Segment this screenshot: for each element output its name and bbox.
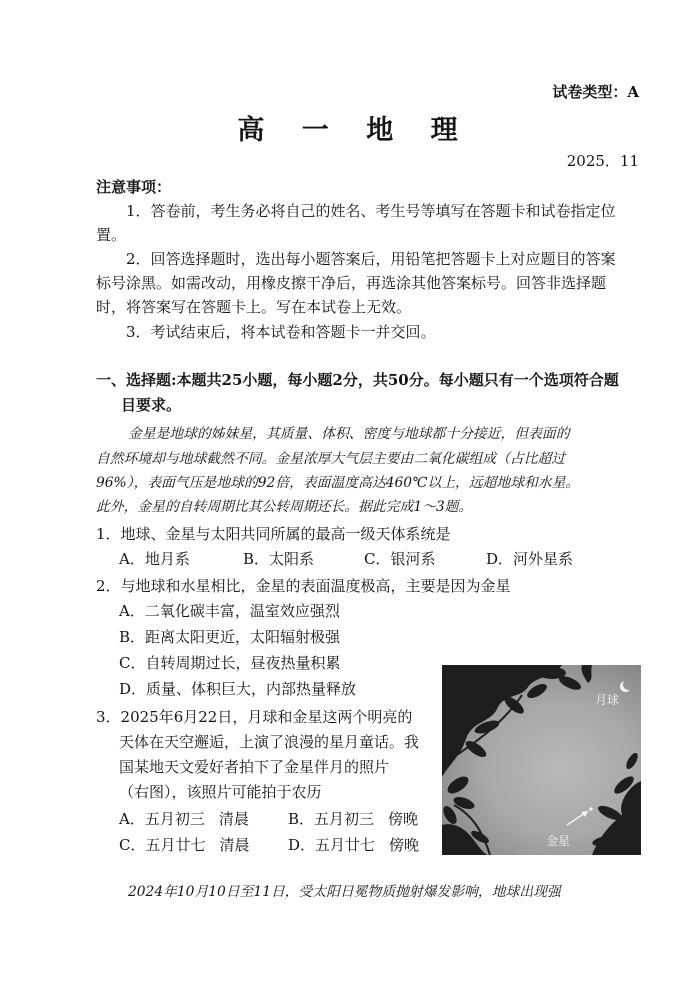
passage-line: 96%），表面气压是地球的92倍，表面温度高达460℃以上，远超地球和水星。 — [96, 475, 580, 491]
q1-option-a: A．地月系 — [119, 550, 190, 568]
exam-date: 2025．11 — [566, 152, 639, 170]
passage-2-line: 2024年10月10日至11日，受太阳日冕物质抛射爆发影响，地球出现强 — [128, 884, 561, 900]
passage-line: 金星是地球的姊妹星，其质量、体积、密度与地球都十分接近，但表面的 — [128, 426, 570, 442]
venus-label: 金星 — [546, 834, 571, 848]
question-1-stem: 1．地球、金星与太阳共同所属的最高一级天体系统是 — [96, 525, 451, 543]
notes-line: 1．答卷前，考生务必将自己的姓名、考生号等填写在答题卡和试卷指定位 — [126, 202, 616, 220]
crescent-moon-icon — [623, 679, 634, 690]
page-title: 高 一 地 理 — [237, 115, 472, 146]
section-prefix: 一、选择题: — [96, 371, 177, 389]
question-3-stem: 国某地天文爱好者拍下了金星伴月的照片 — [119, 758, 390, 776]
question-3-stem: （右图），该照片可能拍于农历 — [119, 783, 322, 801]
passage-line: 自然环境却与地球截然不同。金星浓厚大气层主要由二氧化碳组成（占比超过 — [96, 451, 566, 467]
section-heading — [96, 369, 619, 390]
notes-line: 3．考试结束后，将本试卷和答题卡一并交回。 — [126, 323, 436, 341]
notes-line: 时，将答案写在答题卡上。写在本试卷上无效。 — [96, 298, 412, 316]
notes-line: 标号涂黑。如需改动，用橡皮擦干净后，再选涂其他答案标号。回答非选择题 — [96, 274, 607, 292]
moon-label: 月球 — [595, 693, 620, 707]
venus-moon-photo — [442, 665, 641, 855]
q2-option-d: D．质量、体积巨大，内部热量释放 — [119, 680, 357, 698]
paper-type: 试卷类型：A — [552, 83, 639, 101]
q3-option-a: A．五月初三 清晨 — [119, 810, 249, 828]
section-heading-cont: 目要求。 — [121, 396, 182, 414]
q3-option-d: D．五月廿七 傍晚 — [288, 836, 420, 854]
passage-line: 此外，金星的自转周期比其公转周期还长。据此完成1～3题。 — [96, 499, 473, 515]
q3-option-b: B．五月初三 傍晚 — [288, 810, 419, 828]
question-3-stem: 天体在天空邂逅，上演了浪漫的星月童话。我 — [119, 733, 420, 751]
section-instructions: 本题共25小题，每小题2分，共50分。每小题只有一个选项符合题 — [176, 371, 619, 389]
question-2-stem: 2．与地球和水星相比，金星的表面温度极高，主要是因为金星 — [96, 577, 511, 595]
q3-option-c: C．五月廿七 清晨 — [119, 836, 250, 854]
notes-line: 置。 — [96, 226, 127, 244]
q1-option-c: C．银河系 — [364, 550, 436, 568]
q1-option-d: D．河外星系 — [486, 550, 574, 568]
q2-option-c: C．自转周期过长，昼夜热量积累 — [119, 654, 341, 672]
question-3-stem: 3．2025年6月22日，月球和金星这两个明亮的 — [96, 708, 413, 726]
q2-option-b: B．距离太阳更近，太阳辐射极强 — [119, 628, 341, 646]
notes-heading: 注意事项： — [96, 178, 172, 196]
q1-option-b: B．太阳系 — [243, 550, 315, 568]
notes-line: 2．回答选择题时，选出每小题答案后，用铅笔把答题卡上对应题目的答案 — [126, 250, 616, 268]
q2-option-a: A．二氧化碳丰富，温室效应强烈 — [119, 602, 340, 620]
